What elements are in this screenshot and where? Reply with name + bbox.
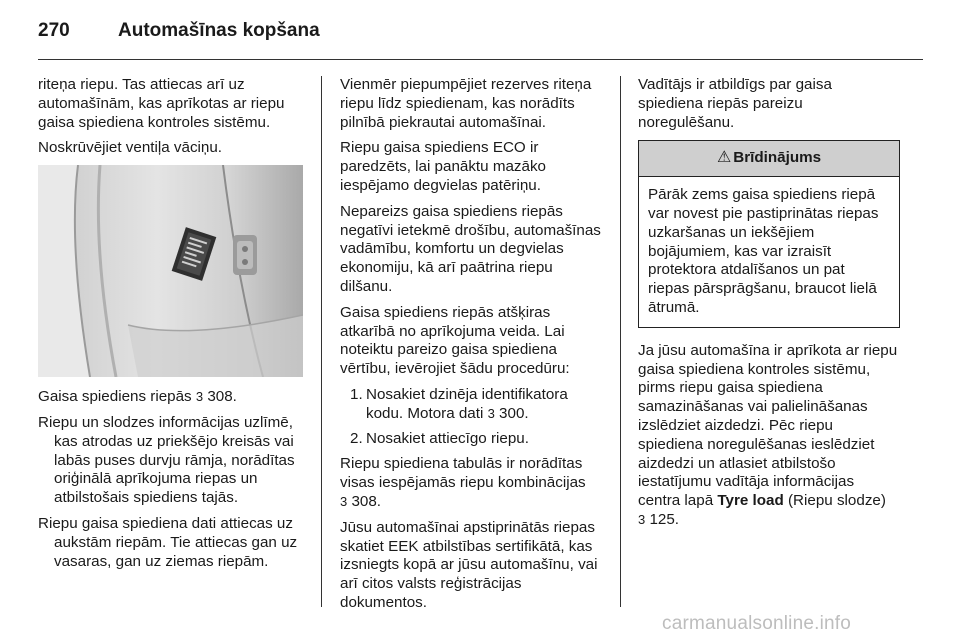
- paragraph: Riepu un slodzes informācijas uzlīmē, kas atrodas uz priekšējo kreisās vai labās puses durvju rāmja, norādītas oriģinālā aprīkojuma riepas un atbilstošais spiediens tajās.: [38, 413, 295, 507]
- page-number: 270: [38, 20, 70, 41]
- column-divider: [321, 76, 322, 607]
- header-rule: [38, 59, 923, 60]
- column-3: [638, 76, 900, 537]
- page-title: Automašīnas kopšana: [118, 20, 320, 41]
- door-frame-tyre-label-photo: [38, 165, 303, 377]
- paragraph: Jūsu automašīnai apstiprinātās riepas skatiet EEK atbilstības sertifikātā, kas izsniegts kopā ar jūsu automašīnu, vai arī citos valsts reģistrācijas dokumentos.: [340, 518, 598, 611]
- menu-item-name: Tyre load: [717, 492, 784, 510]
- procedure-list: [340, 386, 602, 448]
- paragraph: Noskrūvējiet ventiļa vāciņu.: [38, 139, 223, 157]
- paragraph: riteņa riepu. Tas attiecas arī uz automašīnām, kas aprīkotas ar riepu gaisa spiediena kontroles sistēmu.: [38, 76, 285, 131]
- column-2: [340, 76, 602, 620]
- warning-body: Pārāk zems gaisa spiediens riepā var novest pie pastiprinātas riepas uzkaršanas un iekšējiem bojājumiem, kas var izraisīt protektora atdalīšanos un pat riepas pārsprāgšanu, braucot lielā ātrumā.: [648, 186, 879, 316]
- list-item: 1. Nosakiet dzinēja identifikatora kodu. Motora dati 3 300.: [350, 385, 568, 422]
- paragraph: Riepu gaisa spiediena dati attiecas uz aukstām riepām. Tie attiecas gan uz vasaras, gan uz ziemas riepām.: [38, 514, 298, 570]
- paragraph: Ja jūsu automašīna ir aprīkota ar riepu gaisa spiediena kontroles sistēmu, pirms riepu gaisa spiediena samazināšanas vai palielināšanas izslēdziet aizdedzi. Pēc riepu spiediena noregulēšanas ieslēdziet aizdedzi un atlasiet atbilstošo iestatījumu vadītāja informācijas centra lapā Tyre load (Riepu slodze) 3 125.: [638, 341, 898, 528]
- column-divider: [620, 76, 621, 607]
- paragraph: Gaisa spiediens riepās atšķiras atkarībā no aprīkojuma veida. Lai noteiktu pareizo gaisa spiediena vērtību, ievērojiet šādu procedūru:: [340, 303, 570, 378]
- paragraph: Gaisa spiediens riepās 3 308.: [38, 388, 237, 406]
- paragraph: Riepu gaisa spiediens ECO ir paredzēts, lai panāktu mazāko iespējamo degvielas patēriņu.: [340, 139, 546, 194]
- reference-arrow-icon: 3: [638, 511, 646, 527]
- paragraph: Nepareizs gaisa spiediens riepās negatīvi ietekmē drošību, automašīnas vadāmību, komfortu un degvielas ekonomiju, kā arī paātrina riepu dilšanu.: [340, 202, 601, 295]
- reference-arrow-icon: 3: [195, 389, 204, 405]
- warning-box: [638, 140, 900, 327]
- paragraph: Riepu spiediena tabulās ir norādītas visas iespējamās riepu kombinācijas 3 308.: [340, 455, 586, 510]
- watermark: carmanualsonline.info: [662, 613, 852, 634]
- paragraph: Vienmēr piepumpējiet rezerves riteņa riepu līdz spiedienam, kas norādīts pilnībā piekrautai automašīnai.: [340, 76, 592, 131]
- warning-triangle-icon: ⚠: [716, 149, 732, 167]
- reference-arrow-icon: 3: [487, 405, 495, 421]
- column-1: [38, 76, 306, 578]
- paragraph: Vadītājs ir atbildīgs par gaisa spiediena riepās pareizu noregulēšanu.: [638, 76, 832, 131]
- page-header: [38, 14, 923, 58]
- list-item: 2. Nosakiet attiecīgo riepu.: [350, 429, 529, 447]
- reference-arrow-icon: 3: [340, 493, 348, 509]
- warning-header: ⚠ Brīdinājums: [639, 141, 899, 177]
